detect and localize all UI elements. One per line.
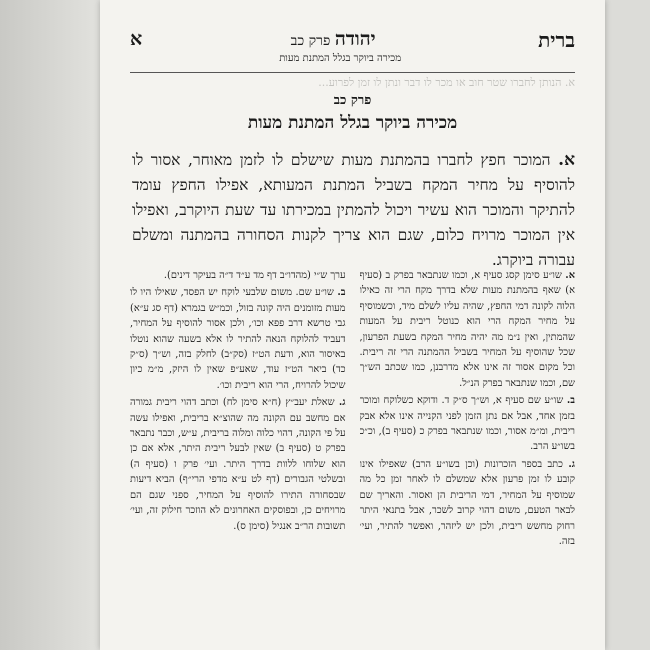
footnotes [130, 268, 575, 643]
header-rule [130, 72, 575, 73]
header-book-name: ברית [538, 28, 575, 52]
chapter-title: מכירה ביוקר בגלל המתנת מעות [247, 113, 458, 133]
footnote: ערך ש״י (מהדו״ב דף מד ע״ד ד״ה בעיקר דינים). [163, 270, 346, 281]
header-chapter-subtitle: מכירה ביוקר בגלל המתנת מעות [279, 53, 402, 64]
footnote: ב. שו״ע שם. משום שלבעי לוקח יש הפסד, שאילו היו לו מעות מזומנים היה קונה בזול, וכמ״ש בגמרא (דף סג ע״א) גבי טרשא דרב פפא וכו׳, ולכן אסור להוסיף על המחיר, דעביד להלוקח הנאה להתיר לו אלא בשעה שהוא נוטלו באיסור הוא, ודעת הט״ז (סק״ב) לחלק בזה, וש״ך (ס״ק כד) ביאר הט״ז עוד, שאע״פ שאין לו היזק, מ״מ כיון שיכול להרויח, הרי הוא ריבית וכו׳. [130, 287, 346, 391]
footnotes-column-right [360, 268, 576, 643]
running-header [130, 28, 575, 62]
main-paragraph [132, 148, 575, 273]
bleed-through-text: א. הנותן לחברו שטר חוב או מכר לו דבר ונתן לו זמן לפרוע... [318, 76, 575, 89]
chapter-label: פרק כב [333, 93, 372, 108]
main-paragraph-text: המוכר חפץ לחברו בהמתנת מעות שישלם לו לזמן מאוחר, אסור לו להוסיף על מחיר המקח בשביל המתנת המעותא, אפילו החפץ עומד להתיקר והמוכר הוא עשיר ויכול להמתין במכירתו עד שעת היוקרב, ואפילו אין המוכר מרויח כלום, שגם הוא צריך לקנות הסחורה בהמתנה ומשלם עבורה ביוקרג. [132, 151, 575, 269]
footnote: ג. שאלת יעב״ץ (ח״א סימן לח) וכתב דהוי ריבית גמורה אם מחשב עם הקונה מה שהוצ״א בריבית, ואפילו עשה על פי הקונה, דהוי כלוה ומלוה בריבית, ע״ש, וכבר נתבאר בפרק ט (סעיף ב) שאין לבעל ריבית היתר, אלא אם כן הוא שלוחו ללוות בדרך היתר. ועי׳ פרק ו (סעיף ה) ובשלטי הגבורים (דף לט ע״א מדפי הרי״ף) הביא דיעות שבסחורה התירו להוסיף על המחיר, ספני שגם הם מרויחים כן, ובפוסקים האחרונים לא הוזכר חילוק זה, ועי׳ תשובות הר״ב אנגיל (סימן ס). [130, 397, 346, 532]
header-page-letter: א [130, 28, 143, 50]
main-paragraph-label: א. [558, 150, 576, 170]
footnote: א. שו״ע סימן קסג סעיף א, וכמו שנתבאר בפרק ב (סעיף א) שאף בהמתנת מעות שלא בדרך מקח הרי זה כאילו הלוה לקונה דמי החפץ, שהיה עליו לשלם מיד, וכשמוסיף על מחיר המקח הרי הוא כנוטל ריבית על המעות שהמתין, ואין נ״מ מה יהיה מחיר המקח בשעת הפרעון, שכל שהוסיף על המחיר בשביל ההמתנה הרי זה ריבית. וכל מקום אסור זה אינו אלא מדרבנן, כמו שכתב הש״ך שם, וכמו שנתבאר בפרק הנ״ל. [359, 270, 575, 389]
footnote: ג. כתב בספר הזכרונות (וכן בשו״ע הרב) שאפילו אינו קובע לו זמן פרעון אלא שמשלם לו לאחר זמן כל מה שמוסיף על המחיר, דמי הריבית הן ואסור. והאריך שם לבאר הטעם, משום דהוי קרוב לשכר, אבל בתנאי היתר רחוק מחשש ריבית, ולכן יש ליזהר, ואפשר להתיר, ועי׳ בזה. [359, 458, 575, 547]
footnote: ב. שו״ע שם סעיף א, וש״ך ס״ק ד. ודוקא כשלוקח ומוכר בזמן אחד, אבל אם נתן הזמן לפני הקנייה אינו אלא אבק ריבית, ומ״מ אסור, וכמו שנתבאר בפרק כ (סעיף ב), וכ״כ בשו״ע הרב. [359, 395, 575, 453]
book-gutter [0, 0, 100, 650]
header-chapter: פרק כב [290, 33, 331, 49]
book-page [100, 0, 605, 650]
footnotes-column-left [130, 268, 346, 643]
header-author-name: יהודה [334, 28, 376, 50]
header-center [279, 28, 401, 64]
